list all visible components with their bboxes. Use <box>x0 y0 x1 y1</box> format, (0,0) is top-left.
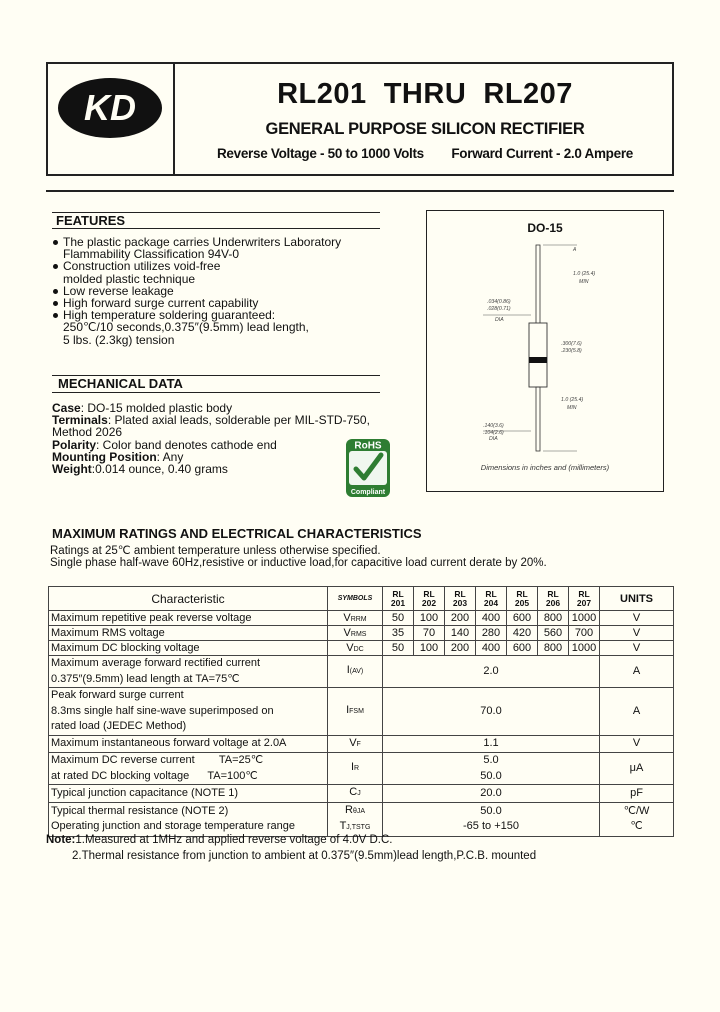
symbol-line <box>330 663 380 680</box>
ratings-notes <box>50 545 547 569</box>
symbol-sub: FSM <box>349 708 364 715</box>
page-subtitle: GENERAL PURPOSE SILICON RECTIFIER <box>265 120 585 138</box>
row-characteristic <box>49 753 328 785</box>
symbol-sub: RRM <box>350 616 367 623</box>
characteristic-line: Typical junction capacitance (NOTE 1) <box>51 786 239 799</box>
svg-text:DIA: DIA <box>489 436 498 442</box>
forward-current: Forward Current - 2.0 Ampere <box>451 146 633 161</box>
row-unit <box>600 688 674 736</box>
unit-line: μA <box>629 761 644 774</box>
header-part <box>569 587 600 611</box>
row-symbol <box>328 641 383 656</box>
footnotes <box>46 832 536 864</box>
feature-item: The plastic package carries Underwriters Laboratory <box>52 236 392 248</box>
table-row <box>49 802 674 836</box>
characteristic-line: Maximum instantaneous forward voltage at 2.0A <box>51 737 287 749</box>
header-part <box>538 587 569 611</box>
characteristics-table <box>48 586 674 837</box>
unit-line: pF <box>630 786 643 799</box>
mechanical-label: Case <box>52 401 81 415</box>
symbol <box>349 786 360 798</box>
row-unit: V <box>600 611 674 626</box>
row-symbol <box>328 688 383 736</box>
features-rule-bottom <box>52 228 380 229</box>
mechanical-value: : Any <box>156 449 184 464</box>
part-prefix: RL <box>485 588 497 599</box>
feature-item: Low reverse leakage <box>52 285 392 297</box>
value-line: 5.0 <box>483 754 499 766</box>
row-symbol <box>328 753 383 785</box>
svg-text:Compliant: Compliant <box>350 489 386 496</box>
svg-text:1.0 (25.4): 1.0 (25.4) <box>561 397 584 403</box>
mechanical-heading: MECHANICAL DATA <box>58 376 183 391</box>
value-line: 50.0 <box>480 804 502 817</box>
row-unit <box>600 656 674 688</box>
symbol <box>344 627 367 639</box>
ratings-note-1: Ratings at 25℃ ambient temperature unless otherwise specified. <box>50 545 381 557</box>
row-value <box>383 785 600 803</box>
part-prefix: RL <box>454 588 466 599</box>
svg-text:MIN: MIN <box>579 279 589 285</box>
note-1: 1.Measured at 1MHz and applied reverse voltage of 4.0V D.C. <box>75 834 393 846</box>
mechanical-label: Weight <box>52 462 92 477</box>
symbol <box>343 612 366 624</box>
table-row <box>49 626 674 641</box>
symbol-sub: RMS <box>350 631 367 638</box>
row-symbol <box>328 626 383 641</box>
feature-item: High temperature soldering guaranteed: <box>52 309 392 321</box>
symbol-main: V <box>349 736 357 749</box>
row-value: 1000 <box>569 641 600 656</box>
svg-text:.140(3.6): .140(3.6) <box>483 423 504 429</box>
row-characteristic <box>49 688 328 736</box>
table-row <box>49 785 674 803</box>
characteristic-line: Operating junction and storage temperature range <box>51 820 295 832</box>
feature-item: Flammability Classification 94V-0 <box>63 247 240 262</box>
symbol <box>346 704 364 716</box>
svg-text:.034(0.86): .034(0.86) <box>487 299 511 305</box>
kd-logo <box>56 76 164 140</box>
mechanical-label: Polarity <box>52 437 97 452</box>
features-list <box>52 236 392 346</box>
feature-item: 250℃/10 seconds,0.375″(9.5mm) lead length, <box>63 320 309 335</box>
symbol <box>346 642 363 654</box>
row-unit <box>600 753 674 785</box>
symbol <box>345 804 365 816</box>
svg-text:.230(5.8): .230(5.8) <box>561 348 582 354</box>
symbol-sub: (AV) <box>349 668 364 676</box>
row-value: 140 <box>445 626 476 641</box>
row-value <box>383 656 600 688</box>
symbol-sub: F <box>356 740 361 748</box>
symbol-sub: θJA <box>352 807 365 815</box>
feature-item: molded plastic technique <box>63 271 196 286</box>
row-unit: V <box>600 641 674 656</box>
symbol-main: I <box>346 704 350 716</box>
part-number: 203 <box>452 597 468 608</box>
package-name: DO-15 <box>527 221 563 235</box>
row-value: 100 <box>414 641 445 656</box>
row-value: 400 <box>476 641 507 656</box>
part-number: 206 <box>545 597 561 608</box>
row-value: 800 <box>538 641 569 656</box>
symbol <box>351 761 359 773</box>
mechanical-value: :0.014 ounce, 0.40 grams <box>91 462 228 477</box>
row-characteristic <box>49 785 328 803</box>
part-prefix: RL <box>392 588 404 599</box>
symbol-line <box>330 803 380 820</box>
header-part <box>383 587 414 611</box>
svg-text:.028(0.71): .028(0.71) <box>487 306 511 312</box>
table-row <box>49 688 674 736</box>
note-label: Note: <box>46 834 76 846</box>
dimension-note: Dimensions in inches and (millimeters) <box>480 463 610 472</box>
part-number: 204 <box>483 597 499 608</box>
header-part <box>476 587 507 611</box>
part-number: 202 <box>421 597 437 608</box>
unit-line: ℃ <box>630 820 643 832</box>
row-characteristic <box>49 656 328 688</box>
mechanical-value: Method 2026 <box>52 425 123 440</box>
table-row <box>49 611 674 626</box>
symbol-sub: DC <box>353 646 364 653</box>
header-symbols: SYMBOLS <box>328 587 383 611</box>
mechanical-rule-bottom <box>52 392 380 393</box>
part-prefix: RL <box>516 588 528 599</box>
row-value: 560 <box>538 626 569 641</box>
row-unit <box>600 735 674 753</box>
feature-item: Construction utilizes void-free <box>52 260 392 272</box>
svg-text:DIA: DIA <box>495 317 504 323</box>
symbol <box>349 737 361 749</box>
svg-text:.300(7.6): .300(7.6) <box>561 341 582 347</box>
feature-item: High forward surge current capability <box>52 297 392 309</box>
symbol-main: C <box>349 786 358 798</box>
row-value: 1000 <box>569 611 600 626</box>
ratings-note-2: Single phase half-wave 60Hz,resistive or inductive load,for capacitive load current derate by 20%. <box>50 557 547 569</box>
row-value <box>383 802 600 836</box>
row-symbol <box>328 735 383 753</box>
part-number: 207 <box>576 597 592 608</box>
header-units: UNITS <box>600 587 674 611</box>
row-value <box>383 753 600 785</box>
row-value: 600 <box>507 641 538 656</box>
feature-item: 5 lbs. (2.3kg) tension <box>63 332 175 347</box>
mechanical-label: Mounting Position <box>52 449 157 464</box>
row-value: 200 <box>445 641 476 656</box>
value-line: 70.0 <box>480 704 502 717</box>
reverse-voltage: Reverse Voltage - 50 to 1000 Volts <box>216 146 424 161</box>
row-value: 400 <box>476 611 507 626</box>
header-part <box>507 587 538 611</box>
row-value: 200 <box>445 611 476 626</box>
header-rule <box>46 190 674 192</box>
characteristic-line: Typical thermal resistance (NOTE 2) <box>51 804 229 817</box>
page-title: RL201 THRU RL207 <box>277 78 573 110</box>
rohs-badge <box>344 437 392 499</box>
value-line: 50.0 <box>480 769 502 782</box>
symbol-main: V <box>343 612 351 624</box>
table-row <box>49 735 674 753</box>
row-value: 50 <box>383 641 414 656</box>
features-rule-top <box>52 212 380 213</box>
symbol-main: R <box>344 803 353 816</box>
row-value: 280 <box>476 626 507 641</box>
part-prefix: RL <box>578 588 590 599</box>
value-line: -65 to +150 <box>463 820 519 832</box>
ratings-heading: MAXIMUM RATINGS AND ELECTRICAL CHARACTERISTICS <box>52 526 422 541</box>
row-characteristic <box>49 802 328 836</box>
symbol-main: V <box>343 627 351 639</box>
row-unit <box>600 802 674 836</box>
row-value: 50 <box>383 611 414 626</box>
svg-text:KD: KD <box>84 87 136 128</box>
package-drawing <box>426 210 664 492</box>
symbol-line <box>330 760 380 777</box>
symbol-line <box>330 736 380 753</box>
unit-line: A <box>632 664 641 677</box>
row-value <box>383 688 600 736</box>
characteristic-line: 8.3ms single half sine-wave superimposed on <box>51 704 274 717</box>
header-part <box>445 587 476 611</box>
row-symbol <box>328 802 383 836</box>
symbol-main: V <box>346 642 354 654</box>
symbol <box>340 820 371 832</box>
row-value: 800 <box>538 611 569 626</box>
header-part <box>414 587 445 611</box>
row-symbol <box>328 785 383 803</box>
symbol-main: T <box>339 820 347 832</box>
characteristic-line: rated load (JEDEC Method) <box>51 720 187 732</box>
row-unit: V <box>600 626 674 641</box>
characteristic-line: 0.375″(9.5mm) lead length at TA=75℃ <box>51 672 240 685</box>
mechanical-value: : DO-15 molded plastic body <box>80 401 233 415</box>
table-row <box>49 641 674 656</box>
row-value: 35 <box>383 626 414 641</box>
svg-text:RoHS: RoHS <box>354 440 382 452</box>
mechanical-label: Terminals <box>52 413 108 428</box>
characteristic-line: Peak forward surge current <box>51 689 184 701</box>
symbol-sub: J,TSTG <box>346 824 371 831</box>
table-row <box>49 753 674 785</box>
svg-text:A: A <box>573 247 577 253</box>
value-line: 1.1 <box>483 737 499 749</box>
row-symbol <box>328 656 383 688</box>
row-characteristic: Maximum DC blocking voltage <box>49 641 328 656</box>
row-value: 600 <box>507 611 538 626</box>
symbol-sub: R <box>354 765 360 773</box>
symbol-line <box>330 785 380 802</box>
row-characteristic: Maximum repetitive peak reverse voltage <box>49 611 328 626</box>
value-line: 20.0 <box>480 786 502 799</box>
row-unit <box>600 785 674 803</box>
characteristic-line: Maximum average forward rectified current <box>51 657 261 669</box>
table-header <box>49 587 674 611</box>
symbol <box>347 664 364 676</box>
value-line: 2.0 <box>483 664 499 677</box>
mechanical-value: : Color band denotes cathode end <box>96 437 277 452</box>
unit-line: V <box>632 737 641 749</box>
svg-text:MIN: MIN <box>567 405 577 411</box>
row-value: 70 <box>414 626 445 641</box>
note-2: 2.Thermal resistance from junction to ambient at 0.375″(9.5mm)lead length,P.C.B. mounted <box>72 850 537 862</box>
row-symbol <box>328 611 383 626</box>
part-number: 205 <box>514 597 530 608</box>
row-value: 420 <box>507 626 538 641</box>
diode-outline <box>427 211 663 491</box>
table-row <box>49 656 674 688</box>
symbol-line <box>330 703 380 720</box>
mechanical-value: : Plated axial leads, solderable per MIL-STD-750, <box>107 413 370 428</box>
row-value <box>383 735 600 753</box>
header-characteristic: Characteristic <box>49 587 328 611</box>
svg-text:1.0 (25.4): 1.0 (25.4) <box>573 271 596 277</box>
row-value: 100 <box>414 611 445 626</box>
ratings-summary <box>176 146 674 161</box>
characteristic-line: at rated DC blocking voltage TA=100℃ <box>51 769 258 782</box>
symbol-main: I <box>350 761 354 774</box>
part-prefix: RL <box>547 588 559 599</box>
part-prefix: RL <box>423 588 435 599</box>
symbol-main: I <box>346 664 350 677</box>
row-characteristic: Maximum RMS voltage <box>49 626 328 641</box>
unit-line: ℃/W <box>623 804 650 817</box>
characteristic-line: Maximum DC reverse current TA=25℃ <box>51 754 264 766</box>
unit-line: A <box>632 704 641 717</box>
svg-text:.104(2.6): .104(2.6) <box>483 430 504 436</box>
row-characteristic <box>49 735 328 753</box>
row-value: 700 <box>569 626 600 641</box>
symbol-sub: J <box>357 790 361 797</box>
header-divider <box>173 62 175 176</box>
features-heading: FEATURES <box>56 213 126 228</box>
part-number: 201 <box>390 597 406 608</box>
